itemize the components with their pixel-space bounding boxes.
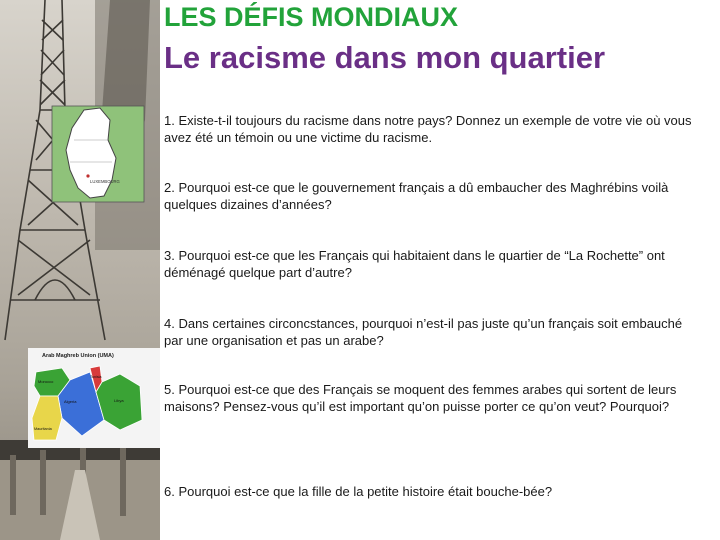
slide-subtitle: Le racisme dans mon quartier	[164, 40, 606, 75]
luxembourg-label: LUXEMBOURG	[90, 179, 120, 184]
slide-title: LES DÉFIS MONDIAUX	[164, 2, 459, 32]
label-algeria: Algeria	[64, 399, 77, 404]
left-photo-collage	[0, 0, 160, 540]
label-libya: Libya	[114, 398, 124, 403]
label-tunisia: Tunisia	[90, 375, 102, 379]
question-6: 6. Pourquoi est-ce que la fille de la petite histoire était bouche-bée?	[164, 484, 553, 499]
uma-map-title: Arab Maghreb Union (UMA)	[42, 353, 114, 359]
uma-map	[28, 348, 160, 448]
question-3: 3. Pourquoi est-ce que les Français qui habitaient dans le quartier de “La Rochette” ont déménagé quelque part d’autre?	[164, 248, 665, 280]
question-2: 2. Pourquoi est-ce que le gouvernement français a dû embaucher des Maghrébins voilà quelques dizaines d’années?	[164, 180, 669, 212]
luxembourg-map	[52, 106, 144, 202]
question-1: 1. Existe-t-il toujours du racisme dans notre pays? Donnez un exemple de votre vie où vous avez été un témoin ou une victime du racisme.	[164, 113, 692, 145]
question-4: 4. Dans certaines circoncstances, pourquoi n’est-il pas juste qu’un français soit embauché par une organisation et pas un arabe?	[164, 316, 683, 348]
eiffel-tower-collage-image	[0, 0, 160, 540]
label-morocco: Morocco	[38, 379, 54, 384]
label-mauritania: Mauritania	[34, 427, 52, 431]
question-5: 5. Pourquoi est-ce que des Français se moquent des femmes arabes qui sortent de leurs maisons? Pensez-vous qu’il est important qu’on puisse porter ce qu’on veut? Pourquoi?	[164, 382, 677, 414]
